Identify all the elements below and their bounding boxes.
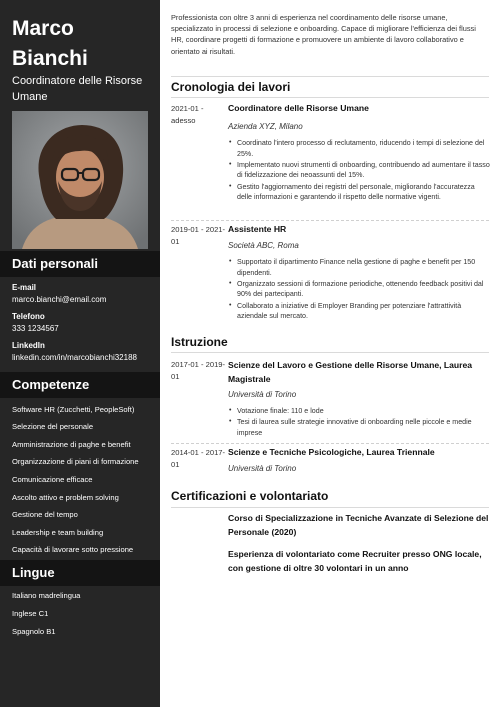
skills-heading: Competenze [0, 372, 160, 398]
job-bullets [228, 138, 490, 203]
section-divider [171, 507, 489, 508]
entry-divider [171, 220, 489, 221]
job-date: 2019-01 - 2021-01 [171, 225, 226, 246]
linkedin-value[interactable]: linkedin.com/in/marcobianchi32188 [12, 353, 137, 362]
last-name: Bianchi [12, 47, 88, 70]
education-date: 2017-01 - 2019-01 [171, 360, 226, 381]
first-name: Marco [12, 17, 74, 40]
section-divider [171, 352, 489, 353]
phone-label: Telefono [12, 312, 45, 321]
skill-item: Capacità di lavorare sotto pressione [12, 545, 134, 554]
profile-photo [12, 111, 148, 249]
linkedin-label: LinkedIn [12, 341, 45, 350]
list-item: • Implementato nuovi strumenti di onboarding, contribuendo ad aumentare il tasso di fidelizzazione dei neoassunti del 15%. [228, 160, 490, 181]
job-bullets [228, 257, 490, 322]
candidate-role: Coordinatore delle Risorse Umane [12, 75, 143, 103]
skill-item: Organizzazione di piani di formazione [12, 457, 139, 466]
personal-data-heading: Dati personali [0, 251, 160, 277]
education-date: 2014-01 - 2017-01 [171, 448, 226, 469]
language-item: Inglese C1 [12, 609, 49, 618]
list-item: • Organizzato sessioni di formazione periodiche, ottenendo feedback positivi dal 90% dei partecipanti. [228, 279, 490, 300]
skill-item: Amministrazione di paghe e benefit [12, 440, 131, 449]
sidebar [0, 0, 160, 707]
list-item: • Tesi di laurea sulle strategie innovative di onboarding nelle piccole e medie imprese [228, 417, 490, 438]
skill-item: Ascolto attivo e problem solving [12, 493, 119, 502]
education-title: Scienze e Tecniche Psicologiche, Laurea Triennale [228, 447, 435, 457]
job-employer: Società ABC, Roma [228, 241, 299, 250]
skill-item: Selezione del personale [12, 422, 94, 431]
job-title: Coordinatore delle Risorse Umane [228, 103, 369, 113]
list-item: • Coordinato l'intero processo di reclutamento, riducendo i tempi di selezione del 25%. [228, 138, 490, 159]
list-item: • Supportato il dipartimento Finance nella gestione di paghe e benefit per 150 dipendenti. [228, 257, 490, 278]
email-value[interactable]: marco.bianchi@email.com [12, 295, 107, 304]
list-item: • Votazione finale: 110 e lode [228, 406, 490, 417]
certifications-heading: Certificazioni e volontariato [171, 489, 329, 503]
experience-heading: Cronologia dei lavori [171, 80, 291, 94]
skill-item: Comunicazione efficace [12, 475, 93, 484]
section-divider [171, 97, 489, 98]
phone-value[interactable]: 333 1234567 [12, 324, 59, 333]
language-item: Spagnolo B1 [12, 627, 56, 636]
education-title: Scienze del Lavoro e Gestione delle Risorse Umane, Laurea Magistrale [228, 360, 473, 384]
job-date: 2021-01 - adesso [171, 104, 204, 125]
entry-divider [171, 443, 489, 444]
section-divider [171, 76, 489, 77]
skill-item: Leadership e team building [12, 528, 104, 537]
languages-heading: Lingue [0, 560, 160, 586]
skill-item: Gestione del tempo [12, 510, 78, 519]
candidate-name [12, 14, 152, 74]
list-item: • Collaborato a iniziative di Employer Branding per potenziare l'attrattività aziendale sul mercato. [228, 301, 490, 322]
job-employer: Azienda XYZ, Milano [228, 122, 303, 131]
volunteering-item: Esperienza di volontariato come Recruiter presso ONG locale, con gestione di oltre 30 volontari in un anno [228, 549, 482, 573]
profile-summary: Professionista con oltre 3 anni di esperienza nel coordinamento delle risorse umane, specializzato in processi di selezione e onboarding. Capace di migliorare l'efficienza dei flussi HR, coordinare progetti di formazione e promuovere un ambiente di lavoro collaborativo e orientato ai risultati. [171, 13, 476, 56]
certification-item: Corso di Specializzazione in Tecniche Avanzate di Selezione del Personale (2020) [228, 513, 489, 537]
job-title: Assistente HR [228, 224, 287, 234]
education-bullets [228, 406, 490, 439]
email-label: E-mail [12, 283, 37, 292]
education-heading: Istruzione [171, 335, 228, 349]
language-item: Italiano madrelingua [12, 591, 81, 600]
education-school: Università di Torino [228, 464, 297, 473]
education-school: Università di Torino [228, 390, 297, 399]
list-item: • Gestito l'aggiornamento dei registri del personale, migliorando l'accuratezza delle informazioni e garantendo il rispetto delle normative vigenti. [228, 182, 490, 203]
skill-item: Software HR (Zucchetti, PeopleSoft) [12, 405, 135, 414]
